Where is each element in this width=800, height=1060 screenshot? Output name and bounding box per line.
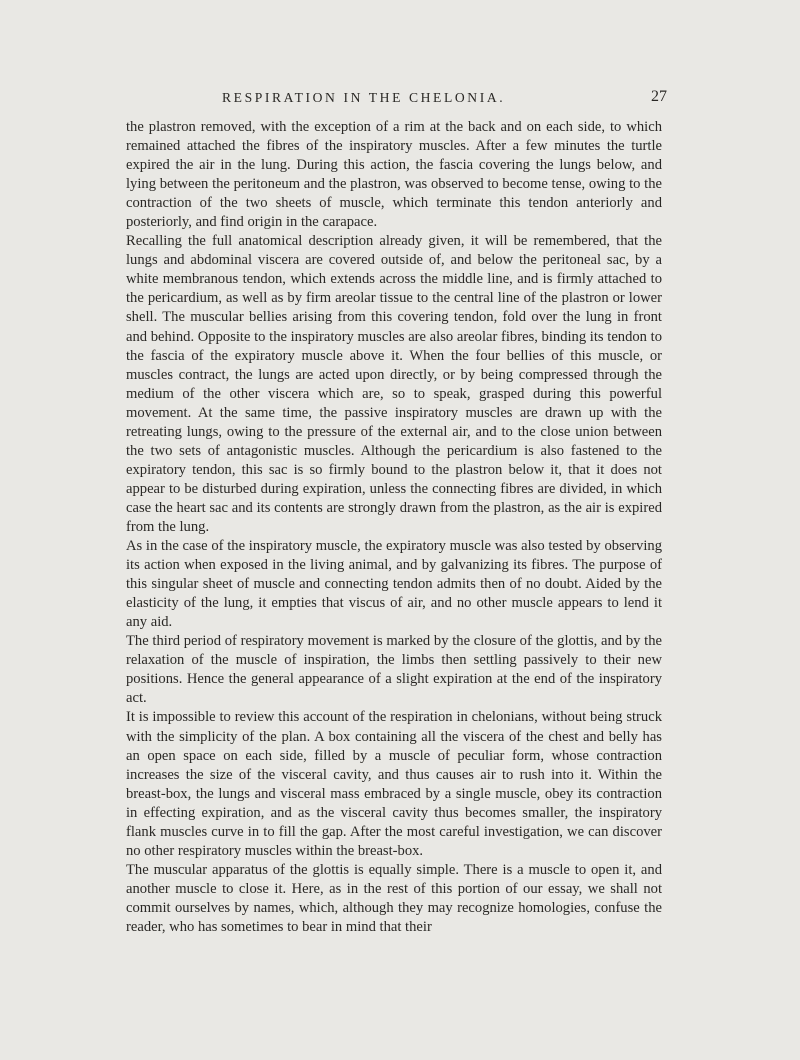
body-text — [126, 118, 662, 937]
paragraph: The muscular apparatus of the glottis is equally simple. There is a muscle to open it, and another muscle to close it. Here, as in the rest of this portion of our essay, we shall not commit ourselves by names, which, although they may recognize homologies, confuse the reader, who has sometimes to bear in mind that their — [126, 861, 662, 935]
paragraph: Recalling the full anatomical description already given, it will be remembered, that the lungs and abdominal viscera are covered outside of, and below the peritoneal sac, by a white membranous tendon, which extends across the middle line, and is firmly attached to the pericardium, as well as by firm areolar tissue to the central line of the plastron or lower shell. The muscular bellies arising from this covering tendon, fold over the lung in front and behind. Opposite to the inspiratory muscles are also areolar fibres, binding its tendon to the fascia of the expiratory muscle above it. When the four bellies of this muscle, or muscles contract, the lungs are acted upon directly, or by being compressed through the medium of the other viscera which are, so to speak, grasped during this powerful movement. At the same time, the passive inspiratory muscles are drawn up with the retreating lungs, owing to the pressure of the external air, and to the close union between the two sets of antagonistic muscles. Although the pericardium is also fastened to the expiratory tendon, this sac is so firmly bound to the plastron below it, that it does not appear to be disturbed during expiration, unless the connecting fibres are divided, in which case the heart sac and its contents are strongly drawn from the plastron, as the air is expired from the lung. — [126, 233, 662, 535]
running-head: RESPIRATION IN THE CHELONIA. — [222, 90, 506, 105]
paragraph: The third period of respiratory movement is marked by the closure of the glottis, and by the relaxation of the muscle of inspiration, the limbs then settling passively to their new positions. Hence the general appearance of a slight expiration at the end of the inspiratory act. — [126, 633, 662, 707]
page-number: 27 — [651, 88, 667, 105]
paragraph: It is impossible to review this account of the respiration in chelonians, without being struck with the simplicity of the plan. A box containing all the viscera of the chest and belly has an open space on each side, filled by a muscle of peculiar form, whose contraction increases the size of the visceral cavity, and thus causes air to rush into it. Within the breast-box, the lungs and visceral mass embraced by a single muscle, obey its contraction in effecting expiration, and as the visceral cavity thus becomes smaller, the inspiratory flank muscles curve in to fill the gap. After the most careful investigation, we can discover no other respiratory muscles within the breast-box. — [126, 709, 662, 859]
paragraph: the plastron removed, with the exception of a rim at the back and on each side, to which remained attached the fibres of the inspiratory muscles. After a few minutes the turtle expired the air in the lung. During this action, the fascia covering the lungs below, and lying between the peritoneum and the plastron, was observed to become tense, owing to the contraction of the two sheets of muscle, which terminate this tendon anteriorly and posteriorly, and find origin in the carapace. — [126, 119, 662, 231]
paragraph: As in the case of the inspiratory muscle, the expiratory muscle was also tested by observing its action when exposed in the living animal, and by galvanizing its fibres. The purpose of this singular sheet of muscle and connecting tendon admits then of no doubt. Aided by the elasticity of the lung, it empties that viscus of air, and no other muscle appears to lend it any aid. — [126, 538, 662, 631]
